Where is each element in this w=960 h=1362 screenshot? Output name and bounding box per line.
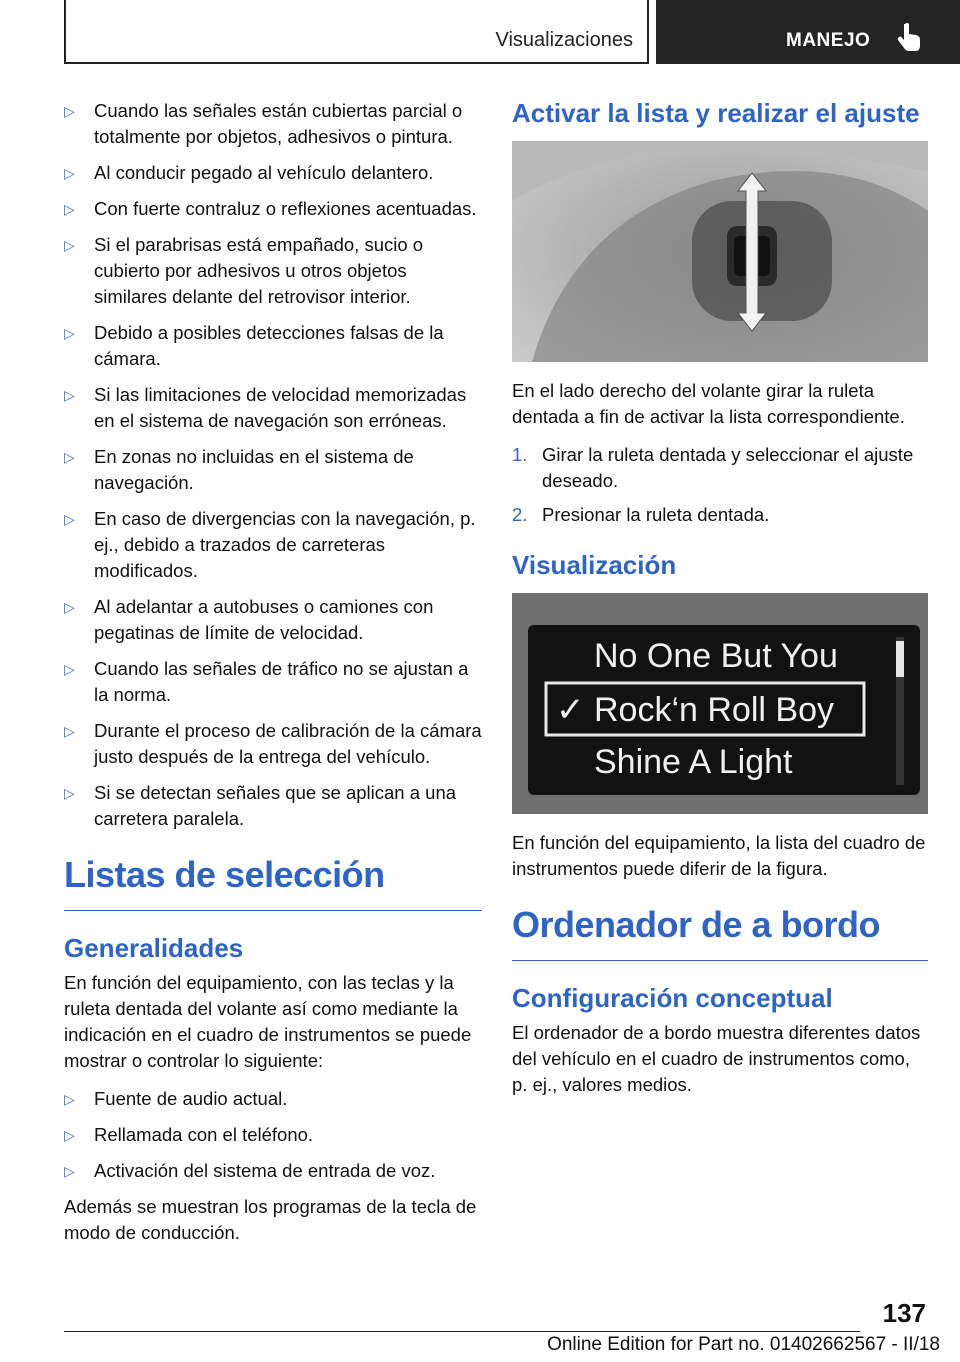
triangle-bullet-icon: ▷: [64, 103, 75, 119]
header-chapter-box: [656, 0, 960, 64]
heading-activar: Activar la lista y realizar el ajuste: [512, 98, 920, 128]
hand-pointer-icon: [896, 22, 922, 52]
footer-edition: Online Edition for Part no. 01402662567 - II/18: [547, 1334, 940, 1355]
right-column: [512, 98, 928, 1110]
ordenador-paragraph: El ordenador de a bordo muestra diferentes datos del vehículo en el cuadro de instrumentos como, p. ej., valores medios.: [512, 1022, 921, 1095]
list-item: ▷ En caso de divergencias con la navegación, p. ej., debido a trazados de carreteras modificados.: [64, 508, 476, 581]
list-item: ▷ Activación del sistema de entrada de voz.: [64, 1158, 482, 1184]
triangle-bullet-icon: ▷: [64, 785, 75, 801]
heading-ordenador: Ordenador de a bordo: [512, 904, 928, 961]
list-item: ▷ Cuando las señales de tráfico no se ajustan a la norma.: [64, 658, 469, 705]
triangle-bullet-icon: ▷: [64, 449, 75, 465]
check-icon: ✓: [556, 691, 585, 729]
page-number: 137: [882, 1298, 926, 1328]
steps-list: [512, 442, 928, 528]
heading-visualizacion: Visualización: [512, 550, 677, 580]
intro-paragraph: En función del equipamiento, con las teclas y la ruleta dentada del volante así como mediante la indicación en el cuadro de instrumentos se puede mostrar o controlar lo siguiente:: [64, 972, 472, 1071]
triangle-bullet-icon: ▷: [64, 661, 75, 677]
triangle-bullet-icon: ▷: [64, 723, 75, 739]
list-item: ▷ Cuando las señales están cubiertas parcial o totalmente por objetos, adhesivos o pintura.: [64, 100, 463, 147]
list-item: ▷ En zonas no incluidas en el sistema de navegación.: [64, 446, 414, 493]
triangle-bullet-icon: ▷: [64, 237, 75, 253]
heading-configuracion: Configuración conceptual: [512, 983, 833, 1013]
step-item: 1. Girar la ruleta dentada y seleccionar el ajuste deseado.: [512, 444, 914, 491]
header-section-box: [64, 0, 649, 64]
footer-divider: [64, 1331, 860, 1332]
triangle-bullet-icon: ▷: [64, 599, 75, 615]
features-list: [64, 1086, 482, 1184]
left-column: [64, 98, 482, 1258]
list-item: ▷ Debido a posibles detecciones falsas de la cámara.: [64, 322, 444, 369]
heading-listas: Listas de selección: [64, 854, 482, 911]
instrument-display-figure: [512, 593, 928, 814]
display-item: Shine A Light: [594, 743, 793, 781]
conditions-list: [64, 98, 482, 832]
triangle-bullet-icon: ▷: [64, 387, 75, 403]
triangle-bullet-icon: ▷: [64, 201, 75, 217]
fig1-caption: En el lado derecho del volante girar la ruleta dentada a fin de activar la lista correspondiente.: [512, 380, 905, 427]
triangle-bullet-icon: ▷: [64, 511, 75, 527]
triangle-bullet-icon: ▷: [64, 1091, 75, 1107]
heading-generalidades: Generalidades: [64, 933, 244, 963]
display-item: No One But You: [594, 637, 838, 675]
list-item: ▷ Fuente de audio actual.: [64, 1086, 482, 1112]
triangle-bullet-icon: ▷: [64, 165, 75, 181]
list-item: ▷ Si el parabrisas está empañado, sucio o cubierto por adhesivos u otros objetos similares delante del retrovisor interior.: [64, 234, 424, 307]
outro-paragraph: Además se muestran los programas de la tecla de modo de conducción.: [64, 1196, 477, 1243]
steering-wheel-figure: [512, 141, 928, 362]
display-item-selected: Rock‘n Roll Boy: [594, 691, 834, 729]
list-item: ▷ Durante el proceso de calibración de la cámara justo después de la entrega del vehículo.: [64, 720, 482, 767]
list-item: ▷ Al adelantar a autobuses o camiones con pegatinas de límite de velocidad.: [64, 596, 434, 643]
step-item: 2. Presionar la ruleta dentada.: [512, 504, 770, 525]
display-scrollbar: [896, 641, 904, 677]
section-title: Visualizaciones: [495, 29, 633, 51]
list-item: ▷ Si las limitaciones de velocidad memorizadas en el sistema de navegación son erróneas.: [64, 384, 467, 431]
chapter-title: MANEJO: [786, 30, 871, 51]
triangle-bullet-icon: ▷: [64, 1163, 75, 1179]
list-item: ▷ Al conducir pegado al vehículo delantero.: [64, 160, 482, 186]
triangle-bullet-icon: ▷: [64, 1127, 75, 1143]
fig2-caption: En función del equipamiento, la lista del cuadro de instrumentos puede diferir de la figura.: [512, 832, 926, 879]
list-item: ▷ Rellamada con el teléfono.: [64, 1122, 482, 1148]
triangle-bullet-icon: ▷: [64, 325, 75, 341]
list-item: ▷ Con fuerte contraluz o reflexiones acentuadas.: [64, 196, 482, 222]
list-item: ▷ Si se detectan señales que se aplican a una carretera paralela.: [64, 782, 457, 829]
